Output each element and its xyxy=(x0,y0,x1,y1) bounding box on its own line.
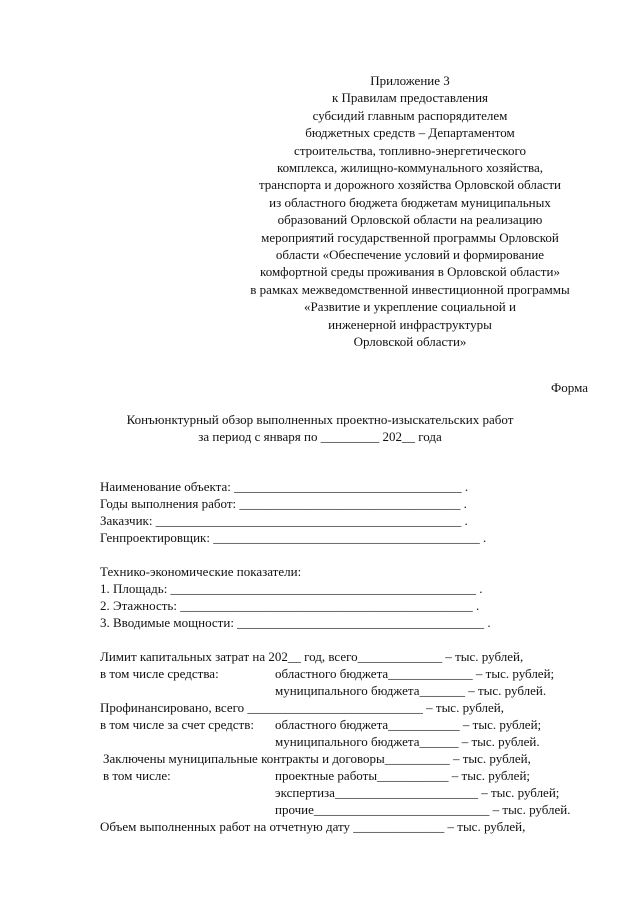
appendix-header xyxy=(210,72,610,351)
appendix-line: образований Орловской области на реализацию xyxy=(277,212,543,228)
appendix-line: строительства, топливно-энергетического xyxy=(294,142,526,158)
financed-regional-line: областного бюджета___________ – тыс. рублей; xyxy=(275,717,542,732)
title-line-2: за период с января по _________ 202__ года xyxy=(198,429,442,444)
appendix-line: бюджетных средств – Департаментом xyxy=(305,125,515,141)
object-name-field: Наименование объекта: ___________________________________ . xyxy=(100,479,469,494)
area-field: 1. Площадь: _______________________________________________ . xyxy=(100,581,483,596)
financed-incl-label: в том числе за счет средств: xyxy=(100,717,254,732)
appendix-line: транспорта и дорожного хозяйства Орловской области xyxy=(258,177,562,193)
appendix-line: области «Обеспечение условий и формирование xyxy=(275,247,545,263)
floors-field: 2. Этажность: _____________________________________________ . xyxy=(100,598,480,613)
limit-regional-line: областного бюджета_____________ – тыс. рублей; xyxy=(275,666,555,681)
appendix-line: субсидий главным распорядителем xyxy=(312,107,508,123)
form-label: Форма xyxy=(551,380,588,395)
appendix-line: комфортной среды проживания в Орловской области» xyxy=(260,264,560,280)
contracts-other-line: прочие___________________________ – тыс. рублей. xyxy=(275,802,571,817)
customer-field: Заказчик: _______________________________________________ . xyxy=(100,513,468,528)
contracts-incl-label: в том числе: xyxy=(103,768,171,783)
contracts-expertise-line: экспертиза______________________ – тыс. рублей; xyxy=(275,785,560,800)
appendix-line: в рамках межведомственной инвестиционной программы xyxy=(250,281,570,297)
financed-municipal-line: муниципального бюджета______ – тыс. рублей. xyxy=(275,734,540,749)
contracts-total-line: Заключены муниципальные контракты и договоры__________ – тыс. рублей, xyxy=(103,751,531,766)
appendix-line: «Развитие и укрепление социальной и xyxy=(304,299,516,315)
limit-municipal-line: муниципального бюджета_______ – тыс. рублей. xyxy=(275,683,547,698)
appendix-line: инженерной инфраструктуры xyxy=(328,316,492,332)
appendix-line: Орловской области» xyxy=(353,334,467,350)
work-volume-line: Объем выполненных работ на отчетную дату ______________ – тыс. рублей, xyxy=(100,819,526,834)
appendix-line: из областного бюджета бюджетам муниципальных xyxy=(269,194,551,210)
work-years-field: Годы выполнения работ: __________________________________ . xyxy=(100,496,467,511)
capacity-field: 3. Вводимые мощности: ______________________________________ . xyxy=(100,615,491,630)
general-designer-field: Генпроектировщик: _________________________________________ . xyxy=(100,530,487,545)
financed-total-line: Профинансировано, всего ___________________________ – тыс. рублей, xyxy=(100,700,504,715)
appendix-line: к Правилам предоставления xyxy=(331,90,489,106)
contracts-design-line: проектные работы___________ – тыс. рублей; xyxy=(275,768,531,783)
indicators-heading: Технико-экономические показатели: xyxy=(100,564,302,579)
limit-total-line: Лимит капитальных затрат на 202__ год, всего_____________ – тыс. рублей, xyxy=(100,649,524,664)
appendix-line: Приложение 3 xyxy=(370,73,450,88)
document-title xyxy=(60,411,580,445)
appendix-line: мероприятий государственной программы Орловской xyxy=(261,229,559,245)
appendix-line: комплекса, жилищно-коммунального хозяйства, xyxy=(276,160,544,176)
limit-incl-label: в том числе средства: xyxy=(100,666,219,681)
title-line-1: Конъюнктурный обзор выполненных проектно-изыскательских работ xyxy=(126,412,514,427)
